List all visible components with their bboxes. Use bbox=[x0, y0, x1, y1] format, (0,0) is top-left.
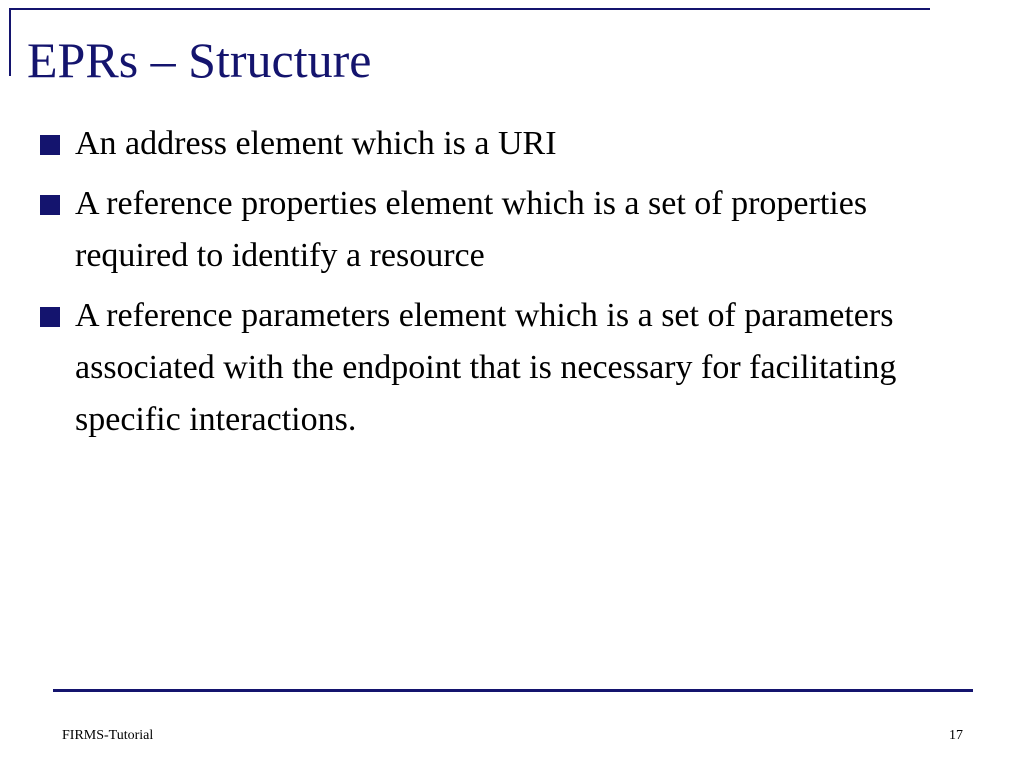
bullet-text: A reference properties element which is a set of properties required to identify a resource bbox=[75, 185, 868, 274]
title-top-rule bbox=[9, 8, 930, 10]
square-bullet-icon bbox=[40, 195, 60, 215]
footer-label: FIRMS-Tutorial bbox=[62, 728, 154, 743]
title-left-rule bbox=[9, 8, 11, 76]
bullet-text: An address element which is a URI bbox=[75, 125, 557, 162]
slide-title: EPRs – Structure bbox=[27, 32, 372, 88]
page-number: 17 bbox=[949, 728, 963, 743]
bullet-list bbox=[40, 118, 920, 454]
bullet-text: A reference parameters element which is a set of parameters associated with the endpoint that is necessary for facilitating specific interactions. bbox=[75, 297, 897, 438]
bullet-item bbox=[40, 118, 920, 170]
square-bullet-icon bbox=[40, 135, 60, 155]
footer-rule bbox=[53, 689, 973, 692]
bullet-item bbox=[40, 178, 920, 282]
square-bullet-icon bbox=[40, 307, 60, 327]
bullet-item bbox=[40, 290, 920, 446]
